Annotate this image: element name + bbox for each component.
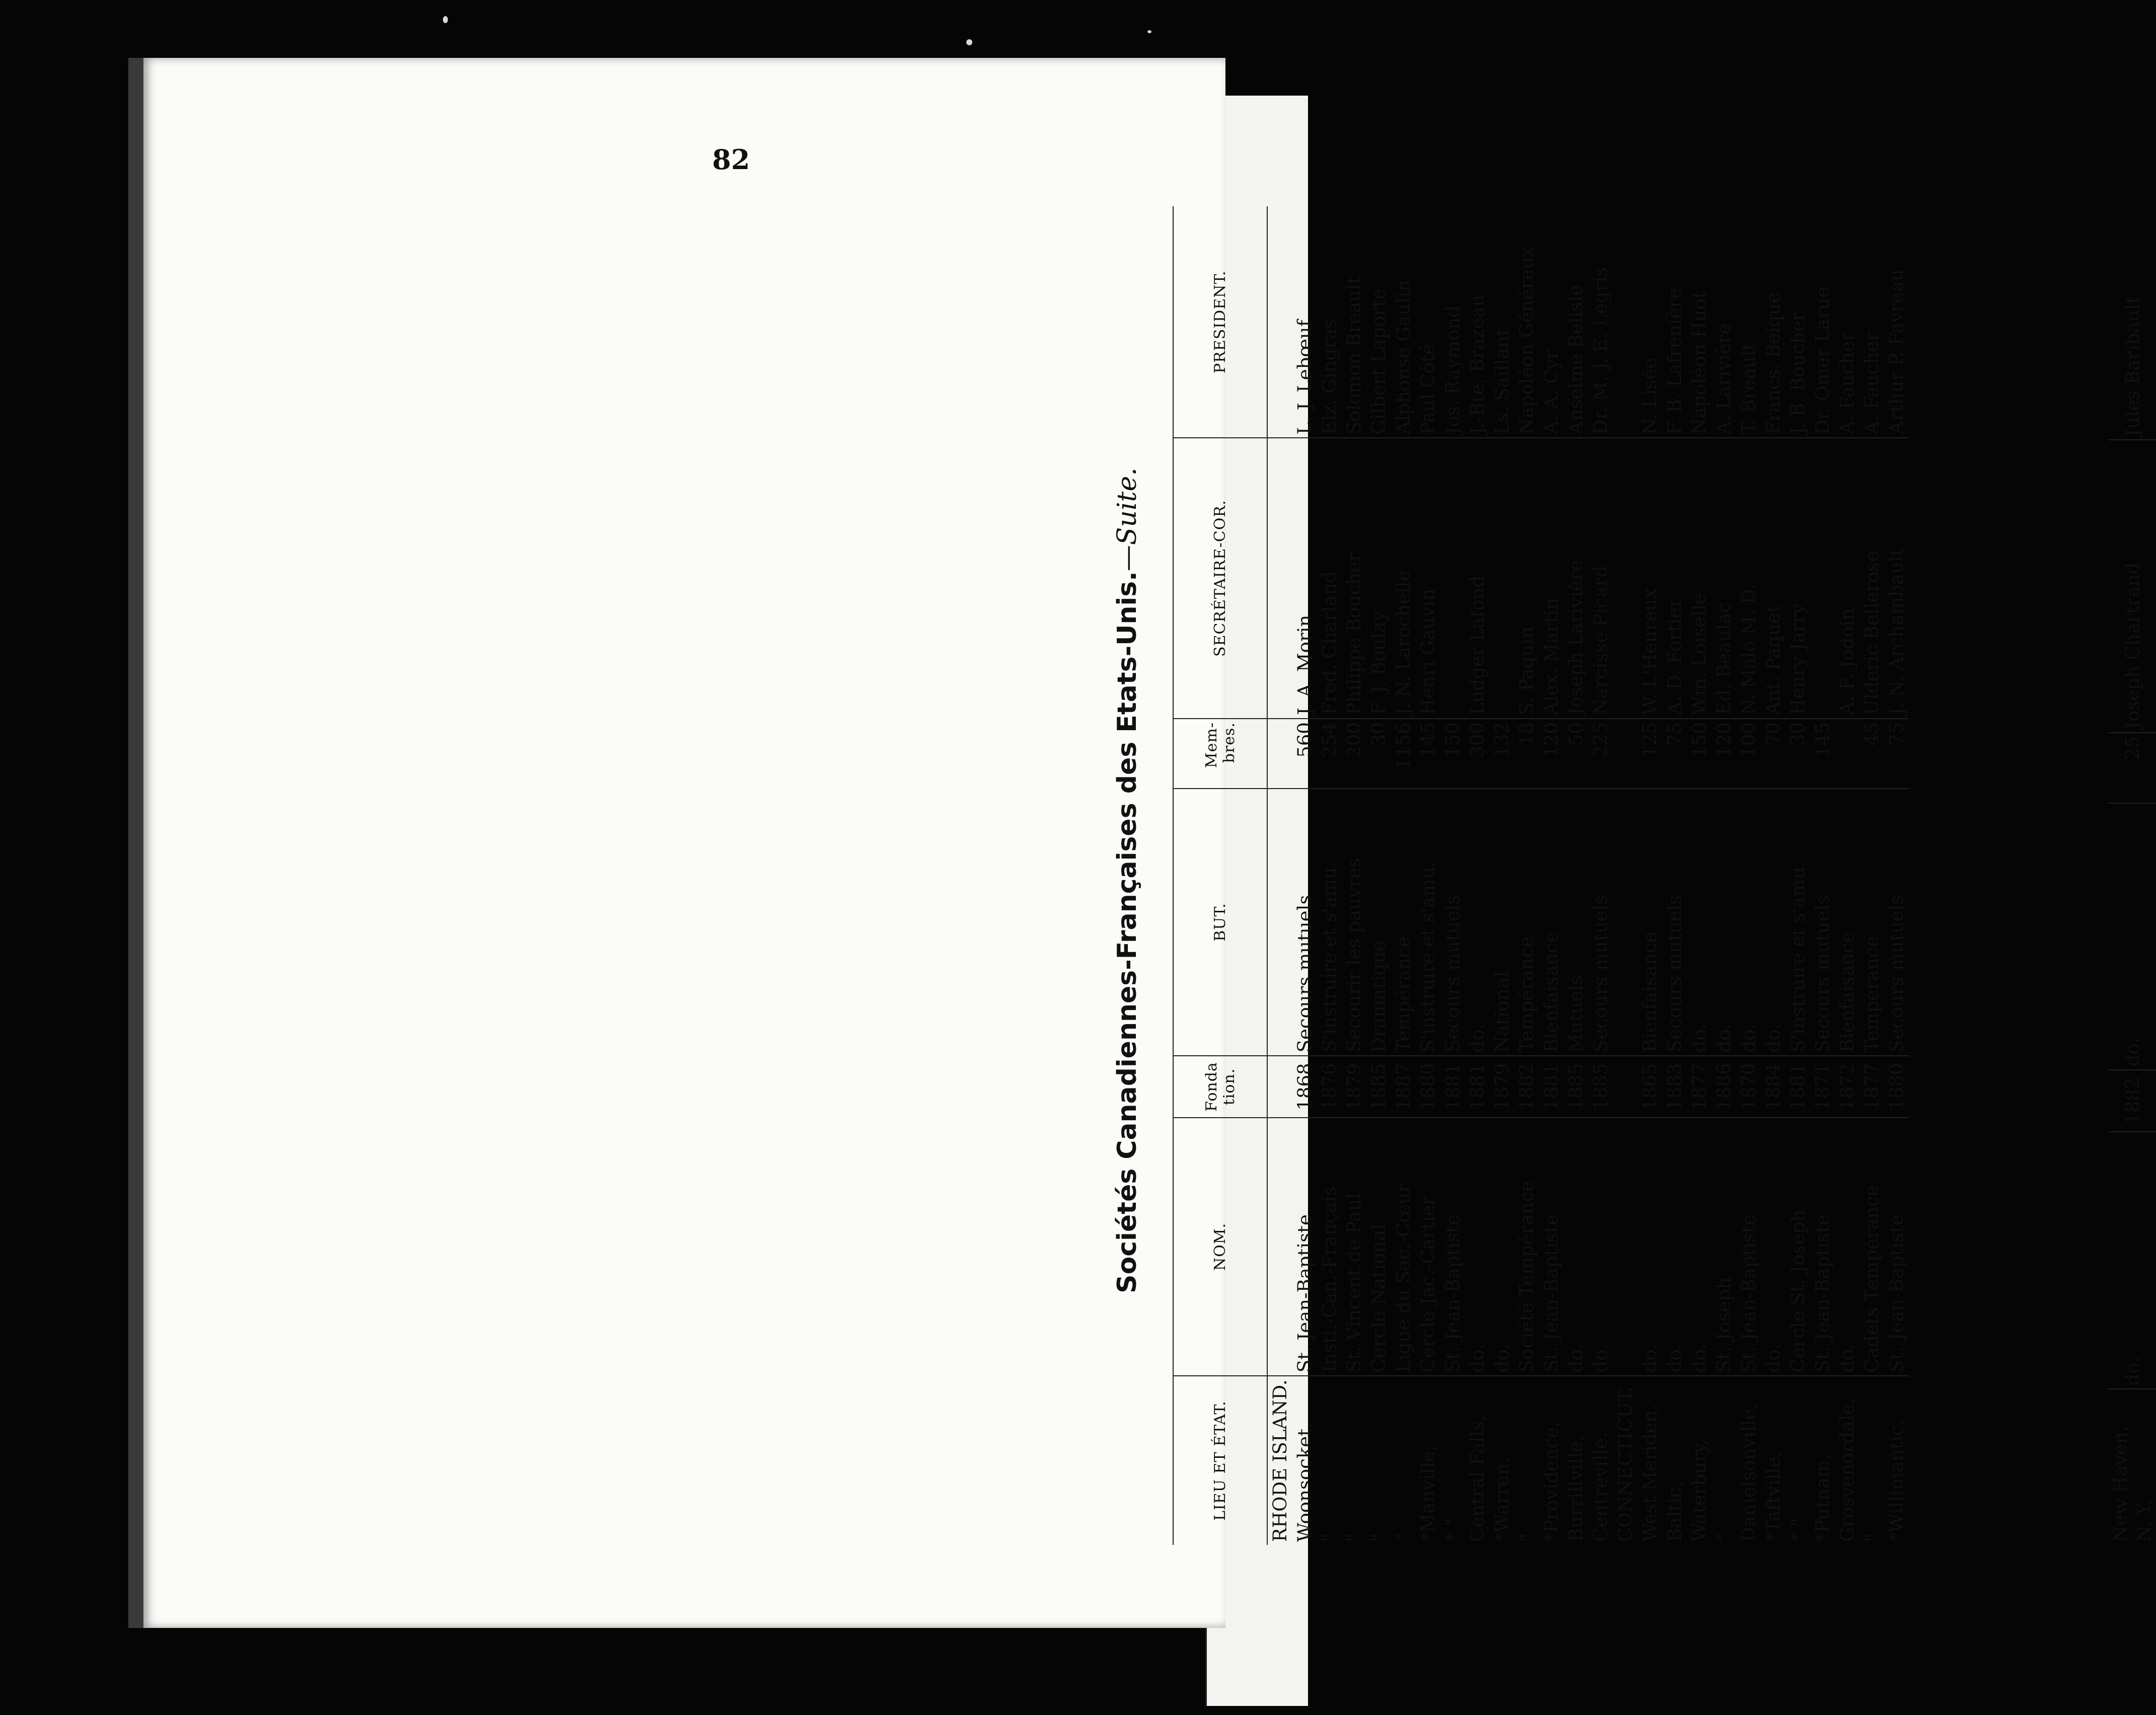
- dust-speck: [966, 39, 972, 45]
- cell-nom: Cercle Jac.-Cartier: [1416, 1118, 1440, 1376]
- table-body: [1267, 206, 1909, 1545]
- cell-secretaire: [1267, 438, 1292, 719]
- cell-but: Secours mutuels: [1440, 789, 1465, 1056]
- cell-but: do.: [1736, 789, 1761, 1056]
- cell-fondation: 1880: [1416, 1056, 1440, 1117]
- societies-table: [1173, 206, 1909, 1545]
- dust-speck: [443, 16, 448, 23]
- cell-fondation: 1876: [1317, 1056, 1342, 1117]
- cell-fondation: 1881: [1440, 1056, 1465, 1117]
- cell-secretaire: J. N. Larochelle: [1391, 438, 1416, 719]
- cell-nom: do.: [1638, 1118, 1662, 1376]
- cell-but: Secours mutuels: [1884, 789, 1909, 1056]
- cell-fondation: 1887: [1391, 1056, 1416, 1117]
- table-row: [1490, 206, 1514, 1545]
- cell-fondation: 1886: [1712, 1056, 1736, 1117]
- cell-president: J. B. Boucher: [1787, 311, 1809, 435]
- cell-membres: 30: [1366, 719, 1391, 789]
- cell-lieu: Grosvenordale,: [1835, 1376, 1860, 1545]
- cell-president: Francs. Beïque: [1762, 292, 1784, 435]
- table-row: [1662, 206, 1687, 1545]
- cell-nom: St. Joseph: [1712, 1118, 1736, 1376]
- cell-president: J.-Bte. Brazeau: [1467, 294, 1488, 435]
- cell-lieu: [2109, 1389, 2156, 1545]
- cell-president: A. A. Cyr: [1541, 350, 1562, 435]
- table-row: [1860, 206, 1884, 1545]
- cell-but: do.: [2109, 803, 2156, 1070]
- cell-president: Gilbert Laporte: [1368, 288, 1390, 435]
- cell-secretaire: Ulderic Bellerose: [1860, 438, 1884, 719]
- table-row: [1342, 206, 1366, 1545]
- cell-nom: do.: [1465, 1118, 1490, 1376]
- cell-president: N. Lisée: [1639, 357, 1661, 435]
- cell-membres: 145: [1810, 719, 1835, 789]
- cell-president: [1267, 206, 1292, 438]
- cell-nom: do.: [1564, 1118, 1588, 1376]
- cell-lieu: ": [1514, 1376, 1539, 1545]
- cell-nom: St. Jean-Baptiste: [1539, 1118, 1564, 1376]
- cell-lieu: *Providence,: [1539, 1376, 1564, 1545]
- cell-but: Secourir les pauvres: [1342, 789, 1366, 1056]
- cell-nom: St. Jean-Baptiste: [1440, 1118, 1465, 1376]
- cell-secretaire: A. D. Fortier: [1662, 438, 1687, 719]
- cell-president: Alphonse Gaulin: [1393, 279, 1414, 435]
- table-row: [2109, 206, 2156, 1545]
- cell-nom: St. Jean-Baptiste: [1810, 1118, 1835, 1376]
- cell-nom: St. Vincent de Paul: [1342, 1118, 1366, 1376]
- rotated-table-block: [1112, 206, 2155, 1545]
- cell-secretaire: Alex. Martin: [1539, 438, 1564, 719]
- cell-membres: 150: [1687, 719, 1712, 789]
- cell-membres: 75: [1662, 719, 1687, 789]
- cell-lieu: *Warren,: [1490, 1376, 1514, 1545]
- cell-but: Secours mutuels: [1662, 789, 1687, 1056]
- cell-lieu: Waterbury,: [1687, 1376, 1712, 1545]
- cell-nom: Cercle National: [1366, 1118, 1391, 1376]
- cell-nom: Cadets Tempérance: [1860, 1118, 1884, 1376]
- cell-lieu: Centreville.: [1588, 1376, 1613, 1545]
- cell-secretaire: W. L'Heureux: [1638, 438, 1662, 719]
- cell-nom: do.: [1761, 1118, 1786, 1376]
- cell-fondation: 1882: [1514, 1056, 1539, 1117]
- cell-secretaire: Joseph Chartrand: [2109, 440, 2156, 733]
- cell-president: [1613, 206, 1638, 438]
- cell-lieu: Burrillville,: [1564, 1376, 1588, 1545]
- cell-nom: St. Jean-Baptiste: [1736, 1118, 1761, 1376]
- cell-but: Bienfaisance: [1638, 789, 1662, 1056]
- cell-membres: 100: [1736, 719, 1761, 789]
- table-row: [1440, 206, 1465, 1545]
- cell-secretaire: Ed. Beaulac: [1712, 438, 1736, 719]
- cell-fondation: 1865: [1638, 1056, 1662, 1117]
- table-header-row: [1173, 206, 1267, 1545]
- cell-president: Ls. Saillant: [1491, 328, 1513, 435]
- table-row: [1761, 206, 1786, 1545]
- cell-lieu: *Willimantic,: [1884, 1376, 1909, 1545]
- cell-fondation: 1884: [1761, 1056, 1786, 1117]
- cell-fondation: 1883: [1662, 1056, 1687, 1117]
- table-row: [1810, 206, 1835, 1545]
- cell-secretaire: Joseph Larivière: [1564, 438, 1588, 719]
- cell-membres: 1156: [1391, 719, 1416, 789]
- cell-membres: 254: [1317, 719, 1342, 789]
- cell-president: A. Faucher: [1861, 332, 1883, 435]
- table-row: [1366, 206, 1391, 1545]
- cell-but: Mutuels: [1564, 789, 1588, 1056]
- cell-membres: 18: [1514, 719, 1539, 789]
- cell-fondation: 1879: [1490, 1056, 1514, 1117]
- cell-membres: 150: [1440, 719, 1465, 789]
- cell-fondation: 1870: [1736, 1056, 1761, 1117]
- cell-membres: 45: [1860, 719, 1884, 789]
- cell-but: Secours mutuels: [1810, 789, 1835, 1056]
- cell-lieu: Woonsocket,: [1292, 1376, 1317, 1545]
- table-row: [1613, 206, 1638, 1545]
- table-row: [1564, 206, 1588, 1545]
- cell-lieu: Central Falls,: [1465, 1376, 1490, 1545]
- cell-secretaire: J. A. Morin: [1292, 438, 1317, 719]
- cell-fondation: 1871: [1810, 1056, 1835, 1117]
- cell-president: Jules Baribault: [2121, 296, 2143, 437]
- cell-membres: 125: [1638, 719, 1662, 789]
- cell-secretaire: [1440, 438, 1465, 719]
- cell-lieu-line2: N. Y.: [2133, 1499, 2155, 1542]
- cell-president: T. Breault: [1738, 343, 1759, 435]
- cell-but: S'instruire et s'amu.: [1786, 789, 1810, 1056]
- cell-membres: [1613, 719, 1638, 789]
- cell-nom: Insti.-Can.-Français: [1317, 1118, 1342, 1376]
- cell-lieu: ": [1391, 1376, 1416, 1545]
- cell-lieu: ": [1366, 1376, 1391, 1545]
- cell-but: Tempérance: [1514, 789, 1539, 1056]
- cell-secretaire: Henri Gauvin: [1416, 438, 1440, 719]
- cell-lieu: Baltic,: [1662, 1376, 1687, 1545]
- cell-secretaire: J. N. Archambault: [1884, 438, 1909, 719]
- title-suite: —Suite.: [1112, 467, 1142, 572]
- cell-fondation: 1877: [1860, 1056, 1884, 1117]
- cell-nom: [1613, 1118, 1638, 1376]
- cell-nom: St. Jean-Baptiste: [1884, 1118, 1909, 1376]
- cell-fondation: 1881: [1786, 1056, 1810, 1117]
- table-row: [1267, 206, 1292, 1545]
- cell-fondation: 1872: [1835, 1056, 1860, 1117]
- cell-fondation: 1885: [1588, 1056, 1613, 1117]
- continued-row-table: [2109, 206, 2156, 1545]
- cell-nom: do.: [1687, 1118, 1712, 1376]
- cell-but: Dramatique: [1366, 789, 1391, 1056]
- cell-president: Solomon Breault: [1343, 276, 1365, 435]
- cell-membres: 75: [1884, 719, 1909, 789]
- cell-fondation: 1877: [1687, 1056, 1712, 1117]
- cell-president: Napoléon Généreux: [1516, 246, 1537, 435]
- cell-secretaire: Henry Jarry: [1786, 438, 1810, 719]
- header-nom: NOM.: [1173, 1118, 1267, 1376]
- cell-but: Secours mutuels: [1292, 789, 1317, 1056]
- header-but: BUT.: [1173, 789, 1267, 1056]
- table-row: [1712, 206, 1736, 1545]
- cell-membres: 50: [1564, 719, 1588, 789]
- cell-nom: St. Jean-Baptiste: [1292, 1118, 1317, 1376]
- cell-lieu: ": [1342, 1376, 1366, 1545]
- cell-secretaire: Fred. Charland: [1317, 438, 1342, 719]
- table-row: [1736, 206, 1761, 1545]
- cell-but: do.: [1761, 789, 1786, 1056]
- cell-president: A. Faucher: [1836, 332, 1858, 435]
- cell-membres: 25: [2109, 733, 2156, 803]
- cell-lieu: Danielsonville,: [1736, 1376, 1761, 1545]
- cell-secretaire: F. J. Boulay: [1366, 438, 1391, 719]
- cell-president: Dr. M. J. E. Legris: [1590, 267, 1611, 435]
- cell-membres: 120: [1712, 719, 1736, 789]
- cell-president: Anselme Belisle: [1565, 284, 1587, 435]
- cell-but: S'instruire et s'amu.: [1416, 789, 1440, 1056]
- cell-president: Napoléon Huot: [1688, 291, 1710, 435]
- cell-president: L. J. Lebœuf: [1294, 320, 1316, 435]
- cell-nom: do.: [1588, 1118, 1613, 1376]
- cell-but: do.: [1712, 789, 1736, 1056]
- cell-but: National: [1490, 789, 1514, 1056]
- cell-fondation: 1880: [1884, 1056, 1909, 1117]
- cell-but: S'instruire et s'amu.: [1317, 789, 1342, 1056]
- title-main: Sociétés Canadiennes-Françaises des Etats-Unis.: [1112, 571, 1142, 1293]
- cell-secretaire: [1810, 438, 1835, 719]
- cell-nom: Ligue du Sac.-Cœur: [1391, 1118, 1416, 1376]
- cell-membres: 145: [1416, 719, 1440, 789]
- cell-president: A. Larivière: [1713, 323, 1735, 435]
- cell-fondation: 1885: [1564, 1056, 1588, 1117]
- cell-fondation: 1879: [1342, 1056, 1366, 1117]
- page-number: 82: [712, 143, 750, 176]
- table-row: [1638, 206, 1662, 1545]
- cell-but: Tempérance: [1391, 789, 1416, 1056]
- cell-lieu: *Putnam,: [1810, 1376, 1835, 1545]
- table-row: [1884, 206, 1909, 1545]
- cell-but: Bienfaisance: [1539, 789, 1564, 1056]
- page-title: [1112, 287, 1163, 1293]
- cell-secretaire: [1490, 438, 1514, 719]
- cell-president: F. B. Lafrenière: [1664, 288, 1685, 435]
- header-president: PRESIDENT.: [1173, 206, 1267, 438]
- cell-nom: Cercle St. Joseph: [1786, 1118, 1810, 1376]
- cell-membres: 300: [1465, 719, 1490, 789]
- cell-secretaire: Narcisse Picard: [1588, 438, 1613, 719]
- cell-president: Jos. Raymond: [1442, 305, 1464, 435]
- cell-fondation: 1868: [1292, 1056, 1317, 1117]
- cell-lieu-line1: New Haven,: [2110, 1426, 2131, 1542]
- cell-fondation: 1881: [1539, 1056, 1564, 1117]
- cell-fondation: [1613, 1056, 1638, 1117]
- cell-membres: 560: [1292, 719, 1317, 789]
- cell-membres: 225: [1588, 719, 1613, 789]
- cell-fondation: 1885: [1366, 1056, 1391, 1117]
- cell-membres: [1267, 719, 1292, 789]
- cell-but: Bienfaisance: [1835, 789, 1860, 1056]
- table-row: [1687, 206, 1712, 1545]
- table-row: [1539, 206, 1564, 1545]
- cell-nom: [1267, 1118, 1292, 1376]
- table-row: [1292, 206, 1317, 1545]
- cell-lieu: West Meriden,: [1638, 1376, 1662, 1545]
- table-row: [1317, 206, 1342, 1545]
- cell-fondation: [1267, 1056, 1292, 1117]
- cell-nom: do.: [1490, 1118, 1514, 1376]
- cell-but: do.: [1687, 789, 1712, 1056]
- cell-but: Tempérance: [1860, 789, 1884, 1056]
- cell-secretaire: S. Paquin: [1514, 438, 1539, 719]
- table-row: [1588, 206, 1613, 1545]
- cell-secretaire: [1613, 438, 1638, 719]
- table-row: [1416, 206, 1440, 1545]
- cell-nom: do.: [1835, 1118, 1860, 1376]
- cell-lieu: CONNECTICUT.: [1613, 1376, 1638, 1545]
- cell-but: [1267, 789, 1292, 1056]
- cell-secretaire: Wm. Loiselle: [1687, 438, 1712, 719]
- cell-but: do.: [1465, 789, 1490, 1056]
- cell-membres: [1835, 719, 1860, 789]
- cell-secretaire: N. Malo M. D.: [1736, 438, 1761, 719]
- cell-membres: 120: [1539, 719, 1564, 789]
- table-row: [1391, 206, 1416, 1545]
- table-row: [1514, 206, 1539, 1545]
- cell-lieu: * ": [1786, 1376, 1810, 1545]
- header-lieu: LIEU ET ÉTAT.: [1173, 1376, 1267, 1545]
- cell-nom: Société Tempérance: [1514, 1118, 1539, 1376]
- book-page: [128, 58, 1225, 1628]
- table-row: [1835, 206, 1860, 1545]
- cell-secretaire: Ant. Paquet: [1761, 438, 1786, 719]
- cell-membres: 30: [1786, 719, 1810, 789]
- cell-president: Elz. Gingras: [1319, 319, 1340, 435]
- cell-membres: 70: [1761, 719, 1786, 789]
- cell-president: Dr. Omer Larue: [1812, 286, 1833, 435]
- cell-president: Arthur P. Favreau: [1886, 269, 1907, 435]
- header-membres: Mem- bres.: [1173, 719, 1267, 789]
- cell-secretaire: A. F. Jodoin: [1835, 438, 1860, 719]
- cell-secretaire: Ludger Lafond: [1465, 438, 1490, 719]
- cell-lieu: ": [1860, 1376, 1884, 1545]
- cell-but: [1613, 789, 1638, 1056]
- cell-nom: do.: [1662, 1118, 1687, 1376]
- cell-secretaire: Philippe Boucher: [1342, 438, 1366, 719]
- cell-membres: 132: [1490, 719, 1514, 789]
- table-row: [1465, 206, 1490, 1545]
- cell-but: Secours mutuels: [1588, 789, 1613, 1056]
- cell-nom: do.: [2109, 1132, 2156, 1389]
- cell-fondation: 1881: [1465, 1056, 1490, 1117]
- cell-lieu: ": [1712, 1376, 1736, 1545]
- cell-lieu: *Taftville,: [1761, 1376, 1786, 1545]
- header-fondation: Fonda tion.: [1173, 1056, 1267, 1117]
- table-row: [1786, 206, 1810, 1545]
- dust-speck: [1147, 30, 1151, 33]
- cell-president: Paul Côté: [1417, 344, 1439, 435]
- header-secretaire: SECRÉTAIRE-COR.: [1173, 438, 1267, 719]
- cell-lieu: *Manville,: [1416, 1376, 1440, 1545]
- cell-lieu: RHODE ISLAND.: [1267, 1376, 1292, 1545]
- cell-membres: 200: [1342, 719, 1366, 789]
- cell-fondation: 1882: [2109, 1070, 2156, 1132]
- cell-lieu: * ": [1440, 1376, 1465, 1545]
- cell-lieu: ": [1317, 1376, 1342, 1545]
